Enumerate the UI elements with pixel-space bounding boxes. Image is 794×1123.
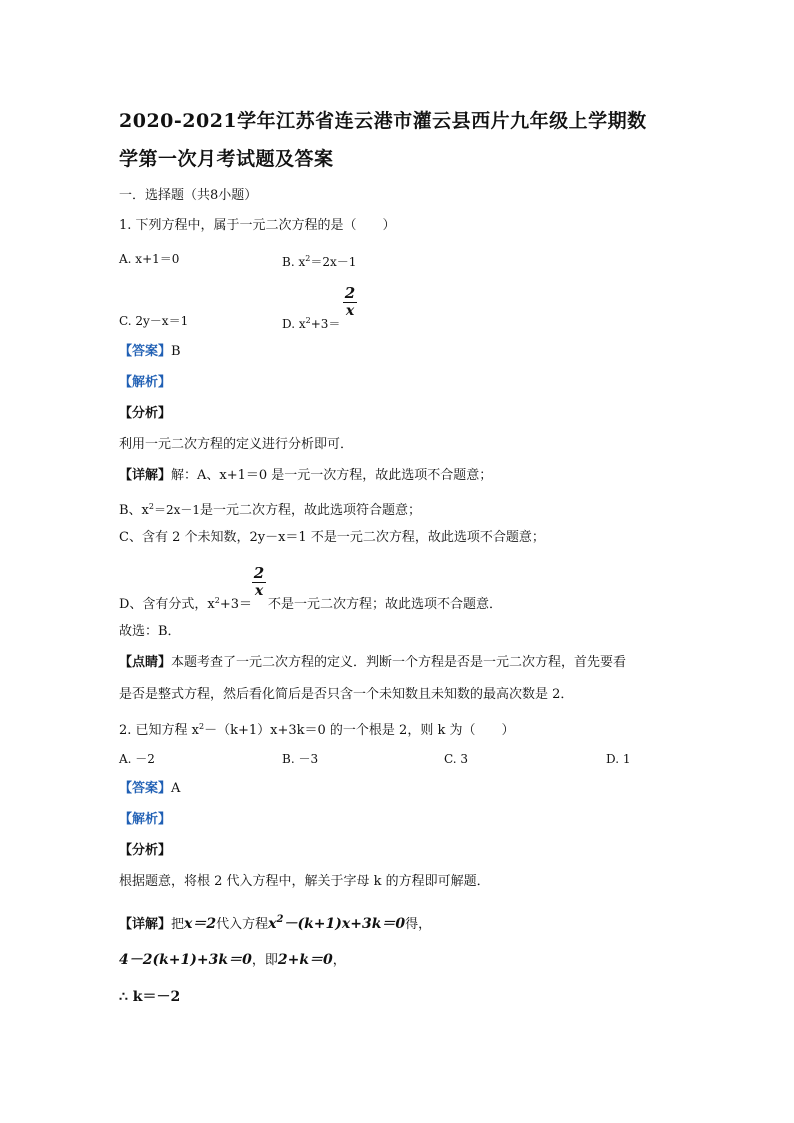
q1-option-c: C. 2y－x＝1 (119, 314, 189, 328)
q2-fenxi-label: 【分析】 (119, 843, 172, 858)
q2-step: 4－2(k+1)+3k＝0，即2+k＝0， (119, 952, 346, 968)
q1-option-b: B. $x^2=2x-1$ (282, 254, 357, 269)
q1-detail-b: B、$x^2=2x-1$是一元二次方程，故此选项符合题意； (119, 502, 422, 518)
math-expression: x＝2 (184, 916, 217, 932)
q2-option-c: C. 3 (444, 752, 469, 766)
q1-review-line-2: 是否是整式方程，然后看化简后是否只含一个未知数且未知数的最高次数是 2． (119, 687, 574, 702)
q1-analysis-label: 【解析】 (119, 375, 172, 390)
q2-analysis-label: 【解析】 (119, 812, 172, 827)
q1-stem: 1. 下列方程中，属于一元二次方程的是（ ） (119, 218, 396, 233)
q1-review-line-1: 【点睛】本题考查了一元二次方程的定义．判断一个方程是否是一元二次方程，首先要看 (119, 655, 627, 670)
q2-stem: 2. 已知方程 $x^2-(k+1)x+3k=0$ 的一个根是 2，则 k 为（ ） (119, 722, 515, 738)
fraction-denominator: x (345, 303, 355, 319)
fraction-denominator: x (254, 583, 264, 599)
q2-option-a: A. －2 (119, 752, 155, 766)
q1-answer: 【答案】B (119, 344, 181, 359)
q1-detail-a: 【详解】解：A、x+1＝0 是一元一次方程，故此选项不合题意； (119, 468, 493, 483)
q1-fenxi-label: 【分析】 (119, 406, 172, 421)
math-expression: 2+k＝0 (277, 952, 333, 968)
q2-detail: 【详解】把x＝2代入方程$x^2-(k+1)x+3k=0$得， (119, 914, 432, 932)
q1-conclusion: 故选：B． (119, 624, 181, 639)
page-title-line-2: 学第一次月考试题及答案 (119, 148, 334, 170)
q2-answer: 【答案】A (119, 781, 181, 796)
q2-fenxi-text: 根据题意，将根 2 代入方程中，解关于字母 k 的方程即可解题． (119, 874, 490, 889)
fraction-numerator: 2 (253, 564, 265, 582)
q1-detail-c: C、含有 2 个未知数，2y－x＝1 不是一元二次方程，故此选项不合题意； (119, 530, 545, 545)
q1-detail-d: D、含有分式，$x^2+3=$ 不是一元二次方程；故此选项不合题意． (119, 596, 503, 612)
q2-option-d: D. 1 (606, 752, 631, 766)
q2-option-b: B. －3 (282, 752, 319, 766)
page-title-line-1: 2020-2021学年江苏省连云港市灌云县西片九年级上学期数 (119, 110, 647, 132)
math-expression: $x^2-(k+1)x+3k=0$ (268, 914, 406, 932)
q1-option-a: A. x+1＝0 (119, 252, 180, 266)
fraction-numerator: 2 (344, 284, 356, 302)
q1-detail-d-fraction (252, 565, 266, 599)
q2-result: ∴ k＝－2 (119, 989, 181, 1005)
math-expression: 4－2(k+1)+3k＝0 (119, 952, 252, 968)
section-heading: 一．选择题（共8小题） (119, 188, 258, 203)
q1-fenxi-text: 利用一元二次方程的定义进行分析即可． (119, 437, 354, 452)
q1-option-d: D. $x^2+3=$ (282, 316, 341, 331)
q1-option-d-fraction (343, 285, 357, 319)
